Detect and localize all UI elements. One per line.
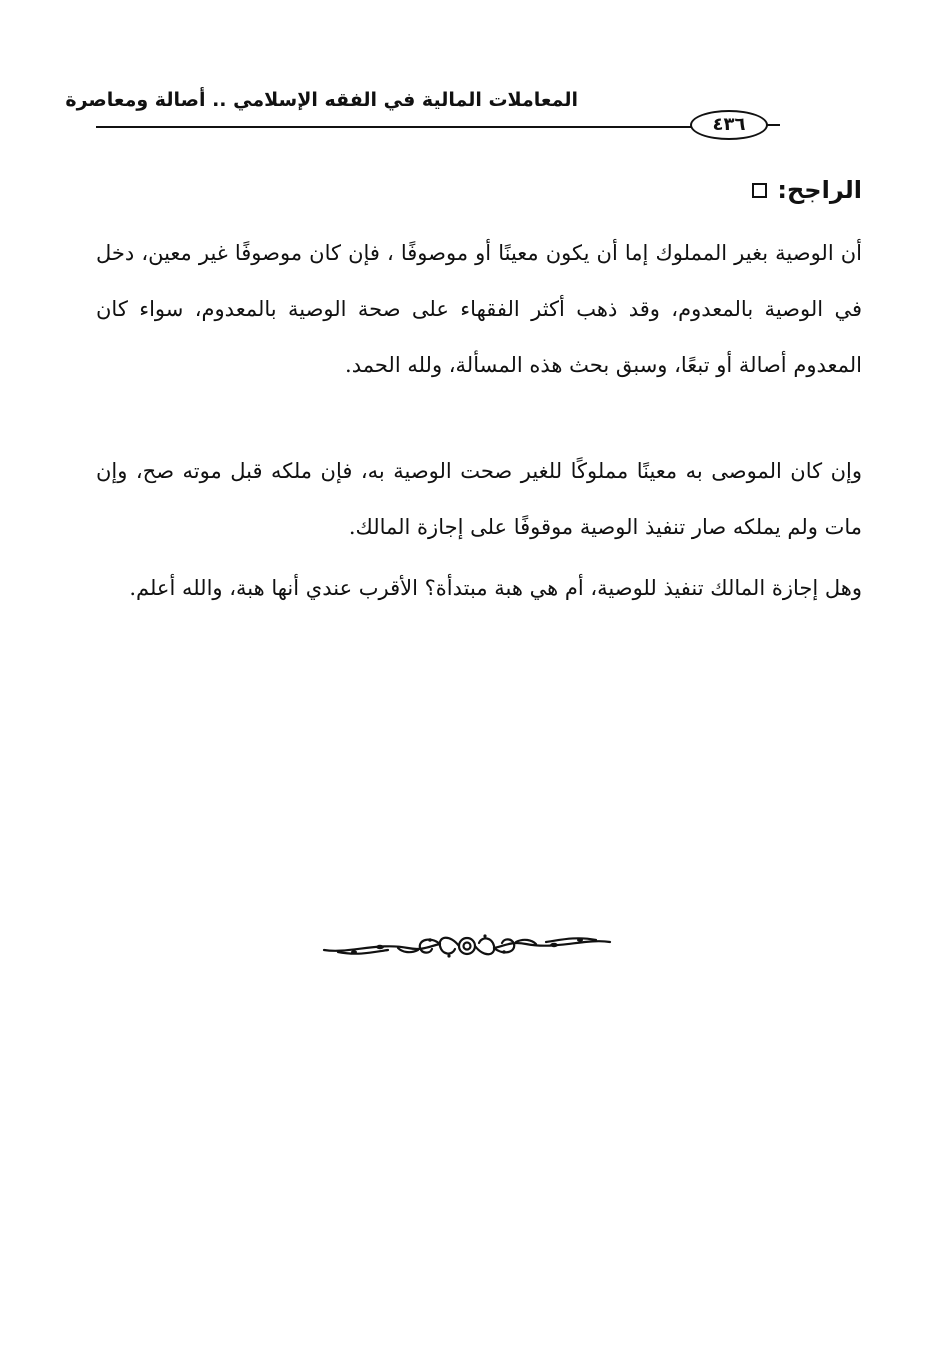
header-rule xyxy=(96,126,692,128)
checkbox-square-icon xyxy=(752,183,767,198)
section-heading xyxy=(752,170,862,210)
running-header-title: المعاملات المالية في الفقه الإسلامي .. أصالة ومعاصرة xyxy=(65,89,578,111)
section-heading-label: الراجح: xyxy=(777,176,862,204)
decorative-divider-icon xyxy=(318,928,616,964)
header-rule-tail xyxy=(766,124,780,126)
paragraph-1: أن الوصية بغير المملوك إما أن يكون معينًا أو موصوفًا ، فإن كان موصوفًا غير معين، دخل في الوصية بالمعدوم، وقد ذهب أكثر الفقهاء على صحة الوصية بالمعدوم، سواء كان المعدوم أصالة أو تبعًا، وسبق بحث هذه المسألة، ولله الحمد. xyxy=(96,241,862,377)
paragraph-2: وإن كان الموصى به معينًا مملوكًا للغير صحت الوصية به، فإن ملكه قبل موته صح، وإن مات ولم يملكه صار تنفيذ الوصية موقوفًا على إجازة المالك. xyxy=(96,459,862,539)
paragraph-3: وهل إجازة المالك تنفيذ للوصية، أم هي هبة مبتدأة؟ الأقرب عندي أنها هبة، والله أعلم. xyxy=(129,576,862,600)
page-number: ٤٣٦ xyxy=(690,110,768,140)
